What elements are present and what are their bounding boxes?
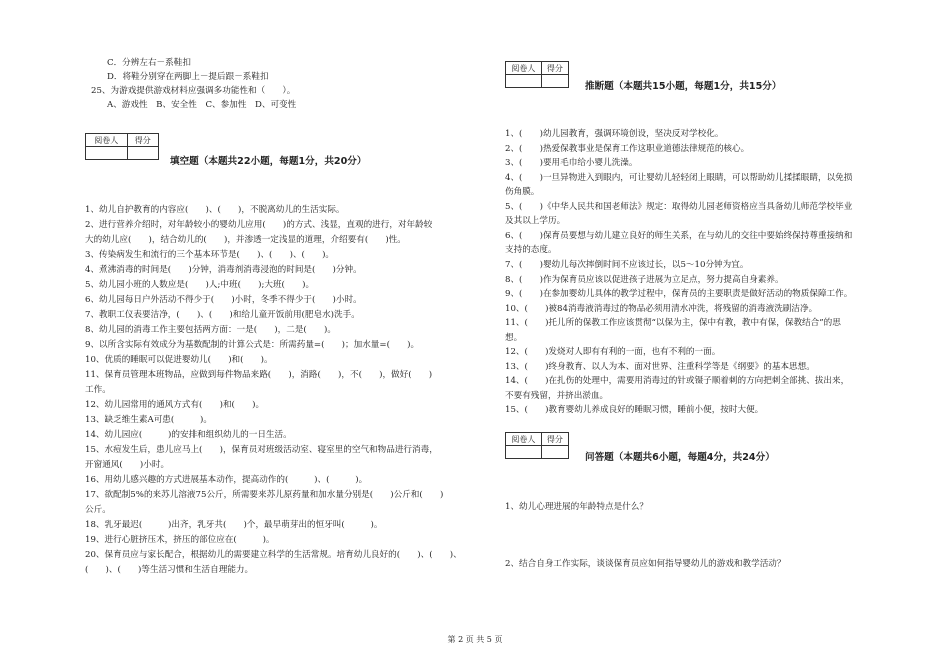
score-label: 得分 — [127, 134, 158, 147]
score-cell[interactable] — [127, 147, 158, 160]
judge-item: 6、( )保育员要想与幼儿建立良好的师生关系，在与幼儿的交往中要始终保持尊重接纳和 — [505, 230, 853, 241]
judge-item: 8、( )作为保育员应该以促进孩子进展为立足点，努力提高自身素养。 — [505, 274, 784, 285]
fill-item: 工作。 — [85, 385, 111, 395]
fill-item: 19、进行心脏挤压术，挤压的部位应在( )。 — [85, 535, 275, 545]
fill-item: 公斤。 — [85, 505, 111, 515]
reviewer-cell[interactable] — [86, 147, 128, 160]
fill-item: 8、幼儿园的消毒工作主要包括两方面：一是( )，二是( )。 — [85, 325, 336, 335]
fill-item: ( )、( )等生活习惯和生活自理能力。 — [85, 565, 254, 575]
judge-item: 10、( )被84消毒液消毒过的物品必须用清水冲洗，将残留的消毒液洗刷洁净。 — [505, 303, 818, 314]
judge-item: 7、( )婴幼儿每次摔倒时间不应该过长，以5～10分钟为宜。 — [505, 259, 749, 270]
score-cell[interactable] — [541, 446, 568, 459]
score-cell[interactable] — [541, 75, 568, 88]
fill-item: 17、欲配制5%的来苏儿溶液75公斤，所需要来苏儿原药量和加水量分别是( )公斤和( ) — [85, 490, 444, 500]
judge-item: 13、( )终身教育、以人为本、面对世界、注重科学等是《纲要》的基本思想。 — [505, 361, 815, 372]
fill-item: 7、教职工仪表要洁净，( )、( )和给儿童开饭前用(肥皂水)洗手。 — [85, 310, 360, 320]
fill-item: 9、以所含实际有效成分为基数配制的计算公式是：所需药量=( )；加水量=( )。 — [85, 340, 420, 350]
fill-item: 大的幼儿应( )，结合幼儿的( )，并渗透一定浅显的道理，介绍要有( )性。 — [85, 235, 406, 245]
fill-item: 16、用幼儿感兴趣的方式进展基本动作，提高动作的( )、( )。 — [85, 475, 368, 485]
qa-question-2: 2、结合自身工作实际，谈谈保育员应如何指导婴幼儿的游戏和教学活动？ — [505, 559, 786, 569]
fill-item: 14、幼儿园应( )的安排和组织幼儿的一日生活。 — [85, 430, 292, 440]
fill-item: 开窗通风( )小时。 — [85, 460, 170, 470]
fill-item: 18、乳牙最迟( )出齐，乳牙共( )个，最早萌芽出的恒牙叫( )。 — [85, 520, 383, 530]
fill-item: 5、幼儿园小班的人数应是( )人;中班( );大班( )。 — [85, 280, 315, 290]
fill-item: 4、煮沸消毒的时间是( )分钟，消毒剂消毒浸泡的时间是( )分钟。 — [85, 265, 362, 275]
score-label: 得分 — [541, 433, 568, 446]
reviewer-label: 阅卷人 — [506, 433, 542, 446]
fill-section-title: 填空题（本题共22小题，每题1分，共20分） — [170, 156, 367, 167]
question-25: 25、为游戏提供游戏材料应强调多功能性和（ ）。 — [91, 86, 296, 96]
reviewer-label: 阅卷人 — [506, 62, 542, 75]
score-label: 得分 — [541, 62, 568, 75]
score-box — [505, 432, 569, 459]
fill-item: 2、进行营养介绍时，对年龄较小的婴幼儿应用( )的方式、浅显，直观的进行，对年龄较 — [85, 220, 433, 230]
fill-item: 12、幼儿园常用的通风方式有( )和( )。 — [85, 400, 265, 410]
judge-item: 9、( )在参加婴幼儿具体的教学过程中，保育员的主要职责是做好活动的物质保障工作。 — [505, 289, 853, 300]
fill-item: 20、保育员应与家长配合，根据幼儿的需要建立科学的生活常规。培育幼儿良好的( )、( )、 — [85, 550, 462, 560]
judge-item: 15、( )教育婴幼儿养成良好的睡眠习惯，睡前小便，按时大便。 — [505, 405, 764, 416]
judge-item: 伤角膜。 — [505, 187, 540, 198]
option-c: C．分辨左右－系鞋扣 — [107, 58, 191, 68]
qa-question-1: 1、幼儿心理进展的年龄特点是什么？ — [505, 502, 648, 512]
qa-section-title: 问答题（本题共6小题，每题4分，共24分） — [585, 452, 775, 463]
page-footer: 第 2 页 共 5 页 — [447, 635, 503, 644]
judge-item: 1、( )幼儿园教育，强调环境创设，坚决反对学校化。 — [505, 129, 724, 139]
judge-item: 14、( )在扎伤的处理中，需要用消毒过的针或镊子顺着刺的方向把刺全部挑、拔出来， — [505, 376, 850, 387]
score-box — [85, 133, 159, 160]
fill-item: 10、优质的睡眠可以促进婴幼儿( )和( )。 — [85, 355, 273, 365]
fill-item: 11、保育员管理本班物品，应做到每件物品来路( )，消路( )，不( )，做好( ) — [85, 370, 433, 380]
judge-item: 3、( )要用毛巾给小婴儿洗澡。 — [505, 158, 638, 169]
reviewer-cell[interactable] — [506, 446, 542, 459]
judge-item: 12、( )发烧对人即有有利的一面，也有不利的一面。 — [505, 347, 721, 358]
fill-item: 6、幼儿园每日户外活动不得少于( )小时，冬季不得少于( )小时。 — [85, 295, 362, 305]
judge-item: 11、( )托儿所的保教工作应该贯彻“以保为主，保中有教，教中有保，保教结合”的思 — [505, 318, 841, 329]
judge-item: 5、( )《中华人民共和国老师法》规定：取得幼儿园老师资格应当具备幼儿师范学校毕业 — [505, 201, 853, 212]
judge-item: 2、( )热爱保教事业是保育工作这职业道德法律规范的核心。 — [505, 143, 750, 154]
fill-item: 13、缺乏维生素A可患( )。 — [85, 415, 212, 425]
option-d: D．将鞋分别穿在两脚上－提后跟－系鞋扣 — [107, 72, 269, 82]
judge-item: 不要有残留，并挤出淤血。 — [505, 390, 609, 401]
score-box — [505, 61, 569, 88]
judge-item: 及其以上学历。 — [505, 216, 566, 227]
fill-item: 3、传染病发生和流行的三个基本环节是( )、( )、( )。 — [85, 250, 335, 260]
fill-item: 1、幼儿自护教育的内容应( )、( )，不脱离幼儿的生活实际。 — [85, 205, 345, 215]
judge-item: 支持的态度。 — [505, 245, 557, 256]
judge-item: 4、( )一旦异物进入到眼内，可让婴幼儿轻轻闭上眼睛，可以帮助幼儿揉揉眼睛，以免损 — [505, 172, 853, 183]
reviewer-label: 阅卷人 — [86, 134, 128, 147]
judge-item: 想。 — [505, 332, 523, 343]
fill-item: 15、水痘发生后，患儿应马上( )，保育员对班级活动室、寝室里的空气和物品进行消毒， — [85, 445, 438, 455]
reviewer-cell[interactable] — [506, 75, 542, 88]
judge-section-title: 推断题（本题共15小题，每题1分，共15分） — [585, 81, 782, 92]
question-25-options: A、游戏性 B、安全性 C、参加性 D、可变性 — [107, 100, 297, 110]
